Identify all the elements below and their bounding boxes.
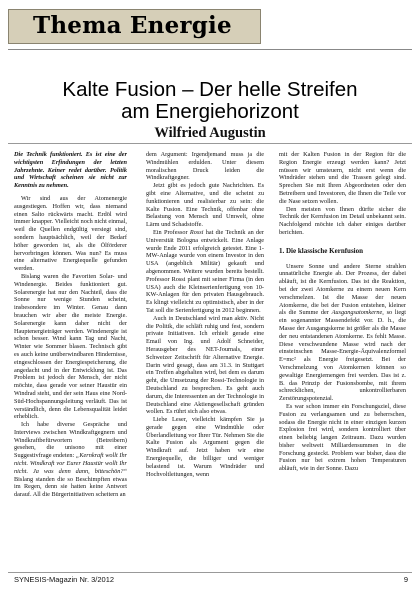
article-column-3: [279, 151, 406, 570]
page-number: 9: [403, 575, 408, 584]
paragraph: Bislang waren die Favoriten Solar- und Windenergie. Beides funktioniert gut. Solarenergie hat nur den Nachteil, dass die Sonne nur wenige Stunden scheint, insbesondere im Winter. Genau dann brauchen wir aber die meiste Energie. Solarenergie kann daher nicht der Hauptenergieträger werden. Windenergie ist schon besser. Wind kann Tag und Nacht, Winter wie Sommer blasen. Technisch gibt es auch keine unüberwindbaren Hindernisse, eingeschlossen der Energiespeicherung, die angedacht und in der Entwicklung ist. Das Problem ist jedoch der Mensch, der nicht möchte, dass gerade vor seiner Haustür ein Windrad steht, und der sein Haus eine Nord-Süd-Hochspannungsleitung verläuft. Das ist verständlich, denn die Lebensqualität leidet erheblich.: [14, 272, 127, 421]
article-headline: [10, 79, 410, 123]
paragraph: dem Argument: Irgendjemand muss ja die Windmühlen erdulden. Unter diesem moralischen Druck leiden die Windkraftgegner.: [146, 151, 264, 182]
magazine-issue: SYNESIS-Magazin Nr. 3/2012: [14, 575, 115, 584]
author-rule: [8, 143, 412, 144]
article-lead: Die Technik funktioniert. Es ist eine der wichtigsten Erfindungen der letzten Jahrzehnte. Keiner redet darüber. Politik und Wirtschaft scheinen sie nicht zur Kenntnis zu nehmen.: [14, 151, 127, 190]
paragraph: Auch in Deutschland wird man aktiv. Nicht die Politik, die schläft ruhig und fest, sondern private Initiativen. Ich erhielt gerade eine Email von Ing. und Adolf Schneider, Herausgeber des NET-Journals, einer Schweizer Zeitschrift für Alternative Energie. Darin wird gesagt, dass am 31.3. in Stuttgart ein Treffen abgehalten wird, bei dem es darum geht, die Umsetzung der Rossi-Technologie in Deutschland zu besprechen. Es geht auch darum, die Interessenten an der Technologie in Deutschland eine Aktiengesellschaft gründen wollen. Es rührt sich also etwas.: [146, 314, 264, 416]
headline-line-1: Kalte Fusion – Der helle Streifen: [62, 78, 358, 101]
section-banner: [8, 9, 261, 44]
headline-line-2: am Energiehorizont: [121, 100, 299, 123]
article-column-2: [146, 151, 264, 570]
paragraph: Liebe Leser, vielleicht kämpfen Sie ja gerade gegen eine Windmühle oder Überlandleitung vor Ihrer Tür. Nehmen Sie die Kalte Fusion als Argument gegen die Windkraft auf. Jetzt haben wir eine Energiequelle, die billiger und weniger belastend ist. Warum Windräder und Hochvoltleitungen, wenn: [146, 416, 264, 478]
paragraph: Wir sind aus der Atomenergie ausgestiegen. Hoffen wir, dass niemand einen Salto rückwärts macht. Erdöl wird immer knapper. Vielleicht noch nicht einmal, weil die Quellen endgültig versiegt sind, sondern hauptsächlich, weil der Bedarf höher geworden ist, als die Ölförderer hervorbringen können. Was nun? Es muss eine alternative Energiequelle gefunden werden.: [14, 194, 127, 273]
paragraph: Ich habe diverse Gespräche und Interviews zwischen Windkraftgegnern und Windkraftbefürwortern (Betreibern) gesehen, die unisono mit einer Suggestivfrage endeten: „Kernkraft wollt Ihr nicht. Windkraft vor Eurer Haustür wollt Ihr nicht. Ja was denn dann, bitteschön?“ Bislang standen die so Beschimpften etwas im Regen, denn sie hatten keine Antwort darauf. All die Bürgerinitiativen scheitern an: [14, 421, 127, 499]
paragraph: Den meisten von Ihnen dürfte sicher die Technik der Kernfusion im Detail unbekannt sein. Nachfolgend möchte ich daher einiges darüber berichten.: [279, 205, 406, 236]
section-heading: 1. Die klassische Kernfusion: [279, 246, 364, 255]
paragraph: Ein Professor Rossi hat die Technik an der Universität Bologna entwickelt. Eine Anlage wurde Ende 2011 erfolgreich getestet. Eine 1-MW-Anlage wurde von einem Investor in den USA (angeblich Militär) gekauft und abgenommen. Weitere wurden bereits bestellt. Professor Rossi plant mit seiner Firma (in den USA) auch die Kleinserienfertigung von 10-KW-Anlagen für den privaten Hausgebrauch. Es klingt vielleicht zu optimistisch, aber in der Tat soll die Serienfertigung in 2012 beginnen.: [146, 228, 264, 314]
paragraph: Unsere Sonne und andere Sterne strahlen unnatürliche Energie ab. Der Prozess, der dabei abläuft, ist die Kernfusion. Das ist die Reaktion, bei der zwei Atomkerne zu einem neuen Kern verschmelzen. Ist die Masse der neuen Atomkerne, die bei der Fusion entstehen, kleiner als die Summe der Ausgangsatomkerne, so liegt ein sogenannter Massendefekt vor. D. h., die Masse der Ausgangskerne ist größer als die Masse der neu entstandenen Atomkerne. Es fehlt Masse. Diese verschwundene Masse wird nach der einsteinschen Masse-Energie-Äquivalenzformel E=mc² als Energie freigesetzt. Bei der Verschmelzung von Atomkernen können so gewaltige Energiemengen frei werden. Das ist z. B. das Prinzip der Fusionsbombe, mit ihrem schrecklichen, unkontrollierbaren Zerstörungspotenzial.: [279, 262, 406, 403]
article-column-1: [14, 151, 127, 570]
paragraph: mit der Kalten Fusion in der Region für die Region Energie erzeugt werden kann? Jetzt müssen wir umsteuern, nicht erst wenn die Windräder stehen und die Trassen gelegt sind. Sprechen Sie mit Ihren Abgeordneten oder den Betreibern und Investoren, die Ihnen die Teile vor die Nase setzen wollen.: [279, 151, 406, 205]
top-rule: [8, 49, 412, 50]
section-title: Thema Energie: [33, 12, 232, 39]
paragraph: Jetzt gibt es jedoch gute Nachrichten. Es gibt eine Alternative, und die scheint zu funktionieren und realisierbar zu sein: die Kalte Fusion. Eine Technik, offenbar ohne Belastung von Mensch und Umwelt, ohne Lärm und Schadstoffe.: [146, 182, 264, 229]
paragraph: Es war schon immer ein Forschungsziel, diese Fusion zu verlangsamen und zu beherrschen, sodass die Energie nicht in einer einzigen kurzen Explosion frei wird, sondern kontrolliert über einen beliebig langen Zeitraum. Dazu wurden bisher weltweit Milliardensummen in die Forschung gesteckt. Problem war bisher, dass die Fusion nur bei extrem hohen Temperaturen abläuft, wie in der Sonne. Dazu: [279, 402, 406, 473]
article-author: Wilfried Augustin: [154, 125, 266, 141]
footer-rule: [8, 572, 412, 573]
